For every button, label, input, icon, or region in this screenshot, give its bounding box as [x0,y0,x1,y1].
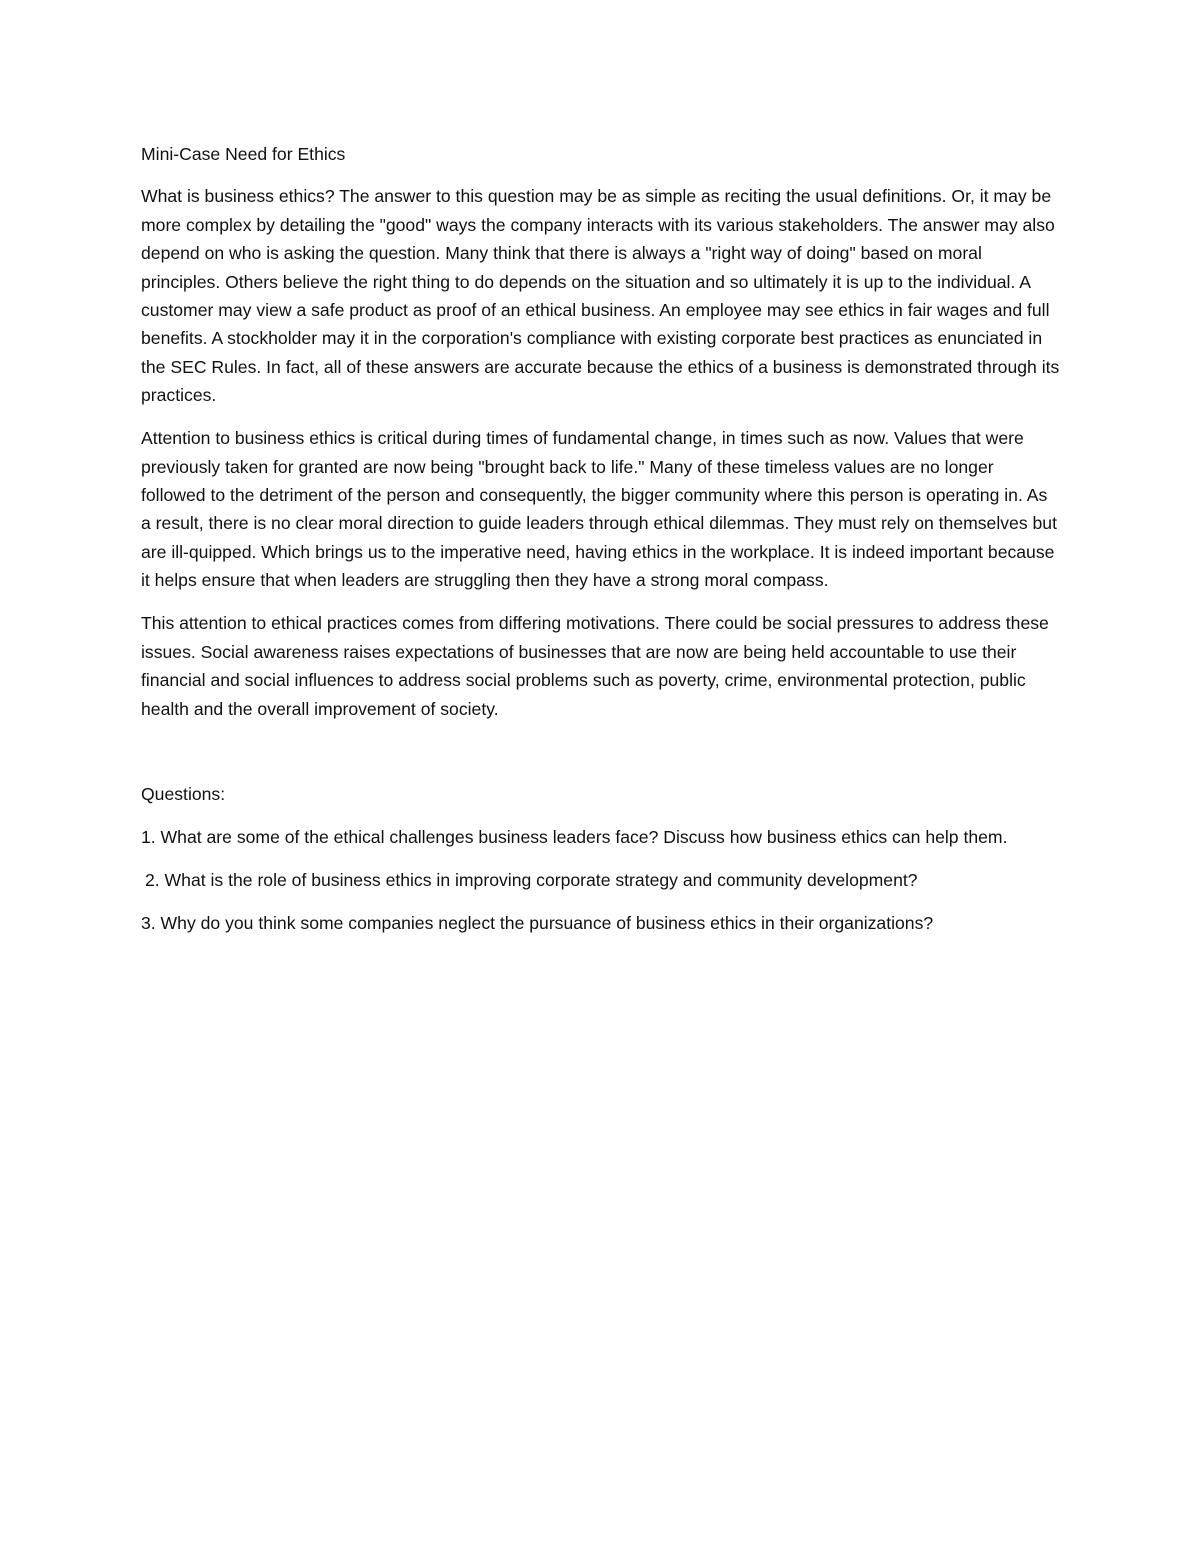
document-title: Mini-Case Need for Ethics [141,144,346,164]
document-body [141,140,1061,952]
paragraph-attention: Attention to business ethics is critical during times of fundamental change, in times such as now. Values that were previously taken for granted are now being "brought back to life." Many of these timeless values are no longer followed to the detriment of the person and consequently, the bigger community where this person is operating in. As a result, there is no clear moral direction to guide leaders through ethical dilemmas. They must rely on themselves but are ill-quipped. Which brings us to the imperative need, having ethics in the workplace. It is indeed important because it helps ensure that when leaders are struggling then they have a strong moral compass. [141,428,1057,591]
question-item-2: 2. What is the role of business ethics in improving corporate strategy and community development? [145,869,918,890]
question-item-3: 3. Why do you think some companies neglect the pursuance of business ethics in their organizations? [141,912,934,933]
paragraph-motivations: This attention to ethical practices comes from differing motivations. There could be social pressures to address these issues. Social awareness raises expectations of businesses that are now are being held accountable to use their financial and social influences to address social problems such as poverty, crime, environmental protection, public health and the overall improvement of society. [141,613,1049,719]
questions-heading: Questions: [141,783,226,804]
paragraph-business-ethics: What is business ethics? The answer to this question may be as simple as reciting the usual definitions. Or, it may be more complex by detailing the "good" ways the company interacts with its various stakeholders. The answer may also depend on who is asking the question. Many think that there is always a "right way of doing" based on moral principles. Others believe the right thing to do depends on the situation and so ultimately it is up to the individual. A customer may view a safe product as proof of an ethical business. An employee may see ethics in fair wages and full benefits. A stockholder may it in the corporation's compliance with existing corporate best practices as enunciated in the SEC Rules. In fact, all of these answers are accurate because the ethics of a business is demonstrated through its practices. [141,186,1060,406]
question-item-1: 1. What are some of the ethical challenges business leaders face? Discuss how business ethics can help them. [141,826,1008,847]
